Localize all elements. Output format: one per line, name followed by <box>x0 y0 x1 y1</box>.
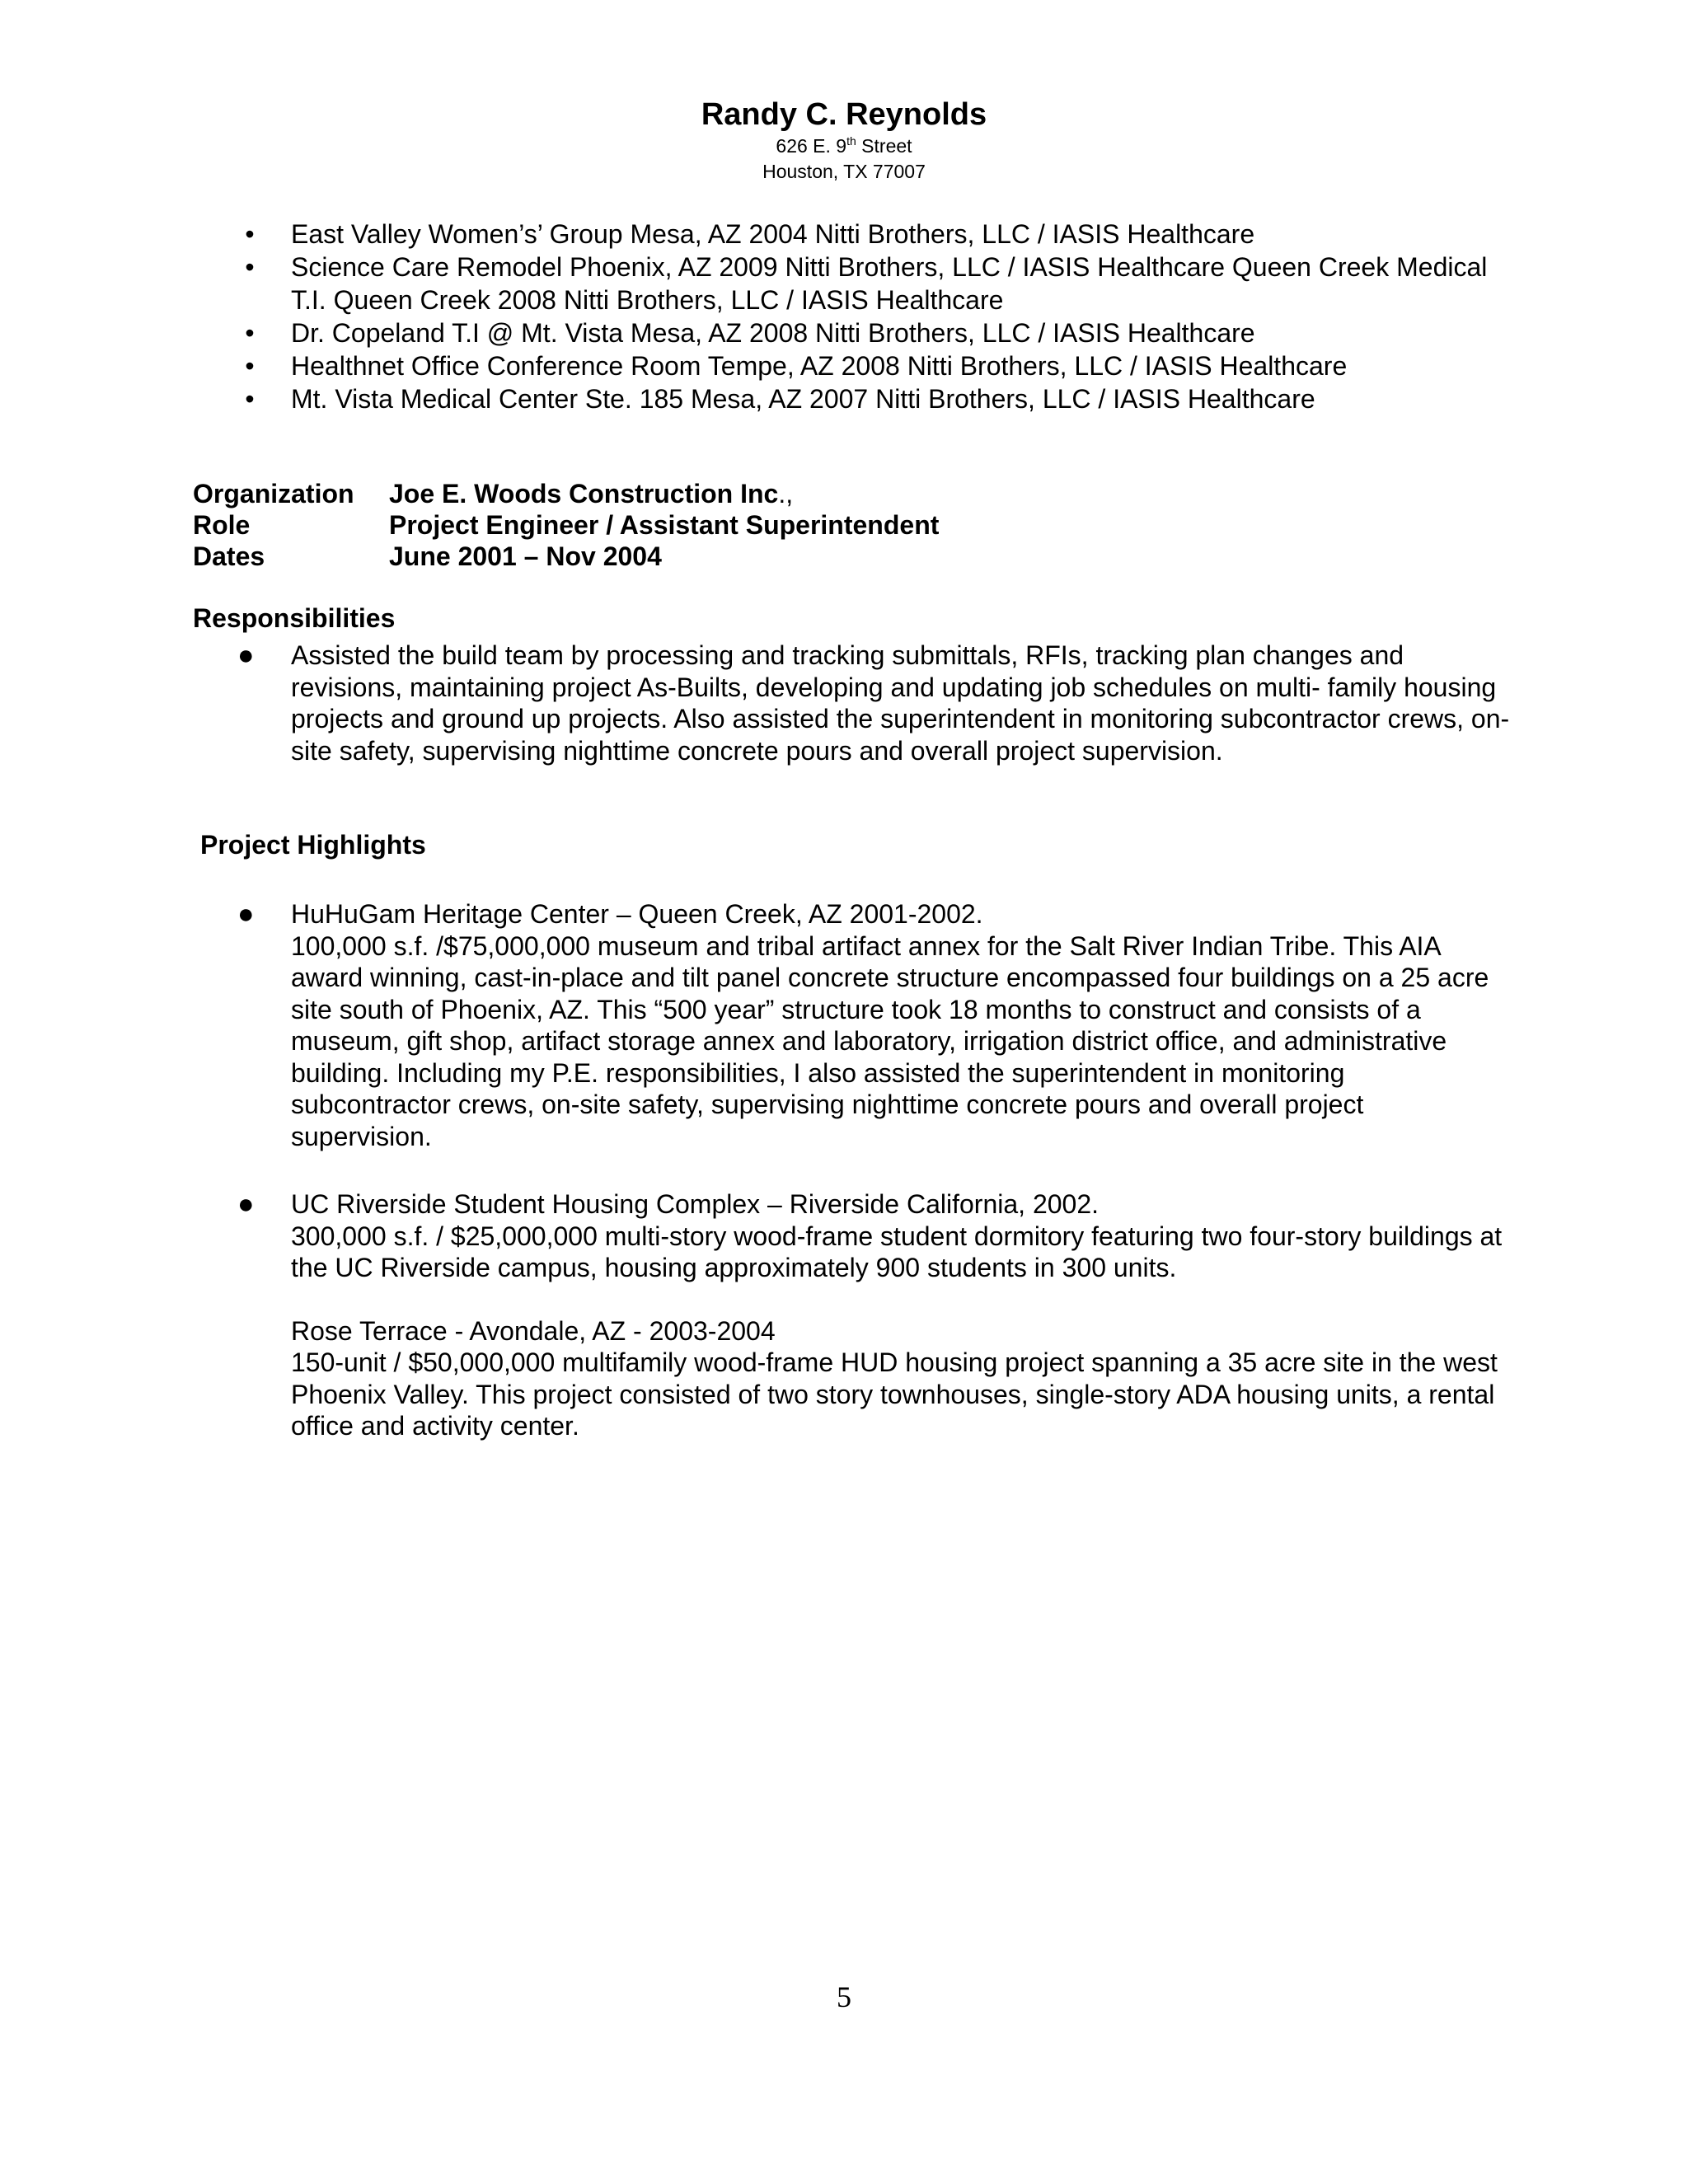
project-text: Mt. Vista Medical Center Ste. 185 Mesa, AZ 2007 Nitti Brothers, LLC / IASIS Healthcare <box>291 384 1315 414</box>
bullet-icon: ● <box>237 1188 255 1220</box>
organization-value <box>389 478 793 509</box>
role-row <box>193 509 939 541</box>
candidate-name: Randy C. Reynolds <box>701 97 987 132</box>
bullet-icon: ● <box>237 640 255 671</box>
highlight-item <box>0 898 1566 1152</box>
bullet-icon: • <box>245 318 255 348</box>
highlight-description: 100,000 s.f. /$75,000,000 museum and tribal artifact annex for the Salt River Indian Tribe. This AIA award winning, cast-in-place and tilt panel concrete structure encompassed four buildings on a 25 acre site south of Phoenix, AZ. This “500 year” structure took 18 months to construct and consists of a museum, gift shop, artifact storage annex and laboratory, irrigation district office, and administrative building. Including my P.E. responsibilities, I also assisted the superintendent in monitoring subcontractor crews, on-site safety, supervising nighttime concrete pours and overall project supervision. <box>291 930 1489 1151</box>
bullet-icon: • <box>245 219 255 249</box>
highlight-description: 300,000 s.f. / $25,000,000 multi-story wood-frame student dormitory featuring two four-story buildings at the UC Riverside campus, housing approximately 900 students in 300 units. <box>291 1221 1503 1282</box>
responsibility-text: Assisted the build team by processing and tracking submittals, RFIs, tracking plan changes and revisions, maintaining project As-Builts, developing and updating job schedules on multi- family housing projects and ground up projects. Also assisted the superintendent in monitoring subcontractor crews, on-site safety, supervising nighttime concrete pours and overall project supervision. <box>291 640 1510 766</box>
bullet-icon: • <box>245 351 255 381</box>
project-text: Science Care Remodel Phoenix, AZ 2009 Nitti Brothers, LLC / IASIS Healthcare Queen Creek Medical T.I. Queen Creek 2008 Nitti Brothers, LLC / IASIS Healthcare <box>291 252 1488 315</box>
resume-header <box>0 96 1688 185</box>
list-item <box>0 251 1511 316</box>
role-label: Role <box>193 510 251 540</box>
bullet-icon: • <box>245 384 255 414</box>
address-street: 626 E. 9 <box>776 135 847 157</box>
organization-row <box>193 478 939 509</box>
highlights-heading: Project Highlights <box>200 830 426 860</box>
project-list <box>0 218 1511 415</box>
highlight-subtitle: Rose Terrace - Avondale, AZ - 2003-2004 <box>291 1315 776 1346</box>
organization-label: Organization <box>193 479 354 509</box>
highlight-subdescription: 150-unit / $50,000,000 multifamily wood-frame HUD housing project spanning a 35 acre site in the west Phoenix Valley. This project consisted of two story townhouses, single-story ADA housing units, a rental office and activity center. <box>291 1347 1498 1441</box>
responsibilities-heading: Responsibilities <box>193 603 396 633</box>
dates-row <box>193 541 939 572</box>
list-item <box>0 349 1511 382</box>
role-value: Project Engineer / Assistant Superintendent <box>389 510 940 540</box>
dates-value: June 2001 – Nov 2004 <box>389 541 662 571</box>
list-item <box>0 218 1511 251</box>
highlight-body <box>291 898 1511 1152</box>
highlight-title: HuHuGam Heritage Center – Queen Creek, AZ 2001-2002. <box>291 899 983 929</box>
highlight-body <box>291 1188 1511 1442</box>
project-text: Healthnet Office Conference Room Tempe, AZ 2008 Nitti Brothers, LLC / IASIS Healthcare <box>291 351 1348 381</box>
organization-suffix: ., <box>778 479 794 509</box>
address-line-2: Houston, TX 77007 <box>762 161 926 182</box>
job-info <box>193 478 939 572</box>
address-street-suffix: Street <box>856 135 912 157</box>
highlight-title: UC Riverside Student Housing Complex – Riverside California, 2002. <box>291 1189 1100 1219</box>
highlight-item <box>0 1188 1566 1442</box>
bullet-icon: • <box>245 252 255 282</box>
responsibility-item <box>0 640 1566 766</box>
list-item <box>0 382 1511 415</box>
address-ordinal: th <box>846 134 856 148</box>
page-number: 5 <box>837 1980 851 2013</box>
list-item <box>0 316 1511 349</box>
organization-name: Joe E. Woods Construction Inc <box>389 479 779 509</box>
bullet-icon: ● <box>237 898 255 930</box>
spacer <box>291 1284 1511 1315</box>
project-text: East Valley Women’s’ Group Mesa, AZ 2004 Nitti Brothers, LLC / IASIS Healthcare <box>291 219 1255 249</box>
address-line-1 <box>0 134 1688 159</box>
project-text: Dr. Copeland T.I @ Mt. Vista Mesa, AZ 2008 Nitti Brothers, LLC / IASIS Healthcare <box>291 318 1255 348</box>
dates-label: Dates <box>193 541 265 571</box>
